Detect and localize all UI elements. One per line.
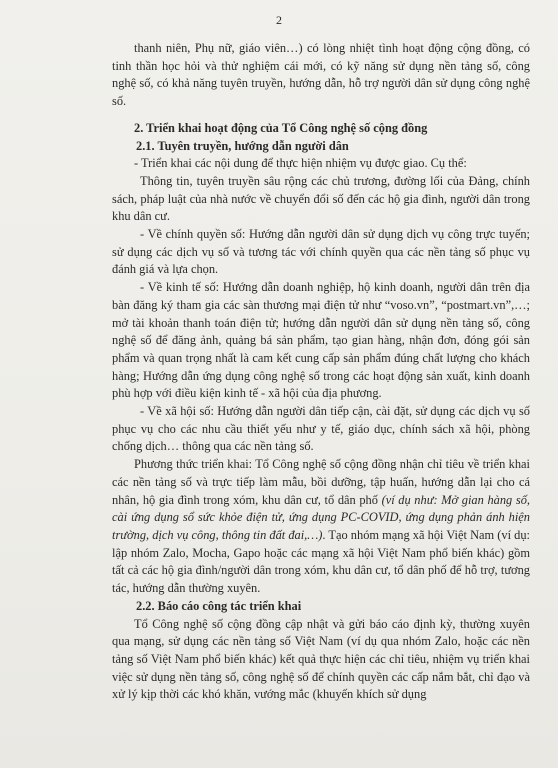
paragraph-text: . Tạo nhóm mạng xã hội Việt Nam (ví dụ: lập nhóm Zalo, Mocha, Gapo hoặc các mạng xã hội Việt Nam phổ biến khác) gồm tất cả các hộ gia đình/người dân trong xóm, khu dân cư, tổ dân phố để hỗ trợ, tương tác, hướng dẫn thường xuyên. — [112, 527, 531, 596]
paragraph — [112, 456, 530, 598]
paragraph-italic-example: (ví dụ như: Mở gian hàng số, cài ứng dụng sổ sức khỏe điện tử, ứng dụng PC-COVID, ứng dụng phản ánh hiện trường, dịch vụ công, thông tin đất đai,…) — [112, 492, 530, 542]
paragraph: Tổ Công nghệ số cộng đồng cập nhật và gửi báo cáo định kỳ, thường xuyên qua mạng, sử dụng các nền tảng số Việt Nam (ví dụ qua nhóm Zalo, hoặc các nền tảng số Việt Nam phổ biến khác) kết quả thực hiện các chỉ tiêu, nhiệm vụ triển khai việc sử dụng nền tảng số, công nghệ số để chính quyền các cấp nắm bắt, chỉ đạo và xử lý kịp thời các khó khăn, vướng mắc (khuyến khích sử dụng — [112, 616, 530, 702]
subsection-heading-2-2: 2.2. Báo cáo công tác triển khai — [136, 598, 302, 613]
page-number: 2 — [276, 13, 282, 27]
document-body — [112, 40, 530, 704]
paragraph: - Về kinh tế số: Hướng dẫn doanh nghiệp, hộ kinh doanh, người dân trên địa bàn đăng ký tham gia các sàn thương mại điện tử như “voso.vn”, “postmart.vn”,…; mở tài khoản thanh toán điện tử; hướng dẫn người dân sử dụng nền tảng số, công nghệ số để đăng ảnh, quảng bá sản phẩm, tạo gian hàng, nhận đơn, đóng gói sản phẩm và quan trọng nhất là cam kết cung cấp sản phẩm đúng chất lượng cho khách hàng; Hướng dẫn ứng dụng công nghệ số trong các hoạt động sản xuất, kinh doanh phù hợp với điều kiện kinh tế - xã hội của địa phương. — [112, 280, 530, 401]
section-heading: 2. Triển khai hoạt động của Tổ Công nghệ số cộng đồng — [134, 120, 428, 135]
paragraph: - Về xã hội số: Hướng dẫn người dân tiếp cận, cài đặt, sử dụng các dịch vụ số phục vụ cho các nhu cầu thiết yếu như y tế, giáo dục, chính sách xã hội, phòng chống dịch… thông qua các nền tảng số. — [112, 404, 530, 454]
paragraph: - Về chính quyền số: Hướng dẫn người dân sử dụng dịch vụ công trực tuyến; sử dụng các dịch vụ số và tương tác với chính quyền qua các nền tảng số phục vụ đánh giá và lựa chọn. — [112, 227, 530, 277]
paragraph: Thông tin, tuyên truyền sâu rộng các chủ trương, đường lối của Đảng, chính sách, pháp luật của nhà nước về chuyển đổi số đến các hộ gia đình, người dân trong khu dân cư. — [112, 173, 530, 224]
paragraph-text: Phương thức triển khai: Tổ Công nghệ số cộng đồng nhận chỉ tiêu về triển khai các nền tảng số và trực tiếp làm mẫu, bồi dưỡng, tập huấn, hướng dẫn lại cho cá nhân, hộ gia đình trong xóm, khu dân cư, tổ dân phố — [112, 457, 530, 507]
paragraph: - Triển khai các nội dung để thực hiện nhiệm vụ được giao. Cụ thể: — [134, 156, 467, 171]
intro-paragraph: thanh niên, Phụ nữ, giáo viên…) có lòng nhiệt tình hoạt động cộng đồng, có tinh thần học hỏi và thử nghiệm cái mới, có kỹ năng sử dụng nền tảng số, công nghệ số, có khả năng tuyên truyền, hướng dẫn, hỗ trợ người dân sử dụng công nghệ số. — [112, 41, 530, 109]
subsection-heading-2-1: 2.1. Tuyên truyền, hướng dẫn người dân — [136, 138, 349, 153]
